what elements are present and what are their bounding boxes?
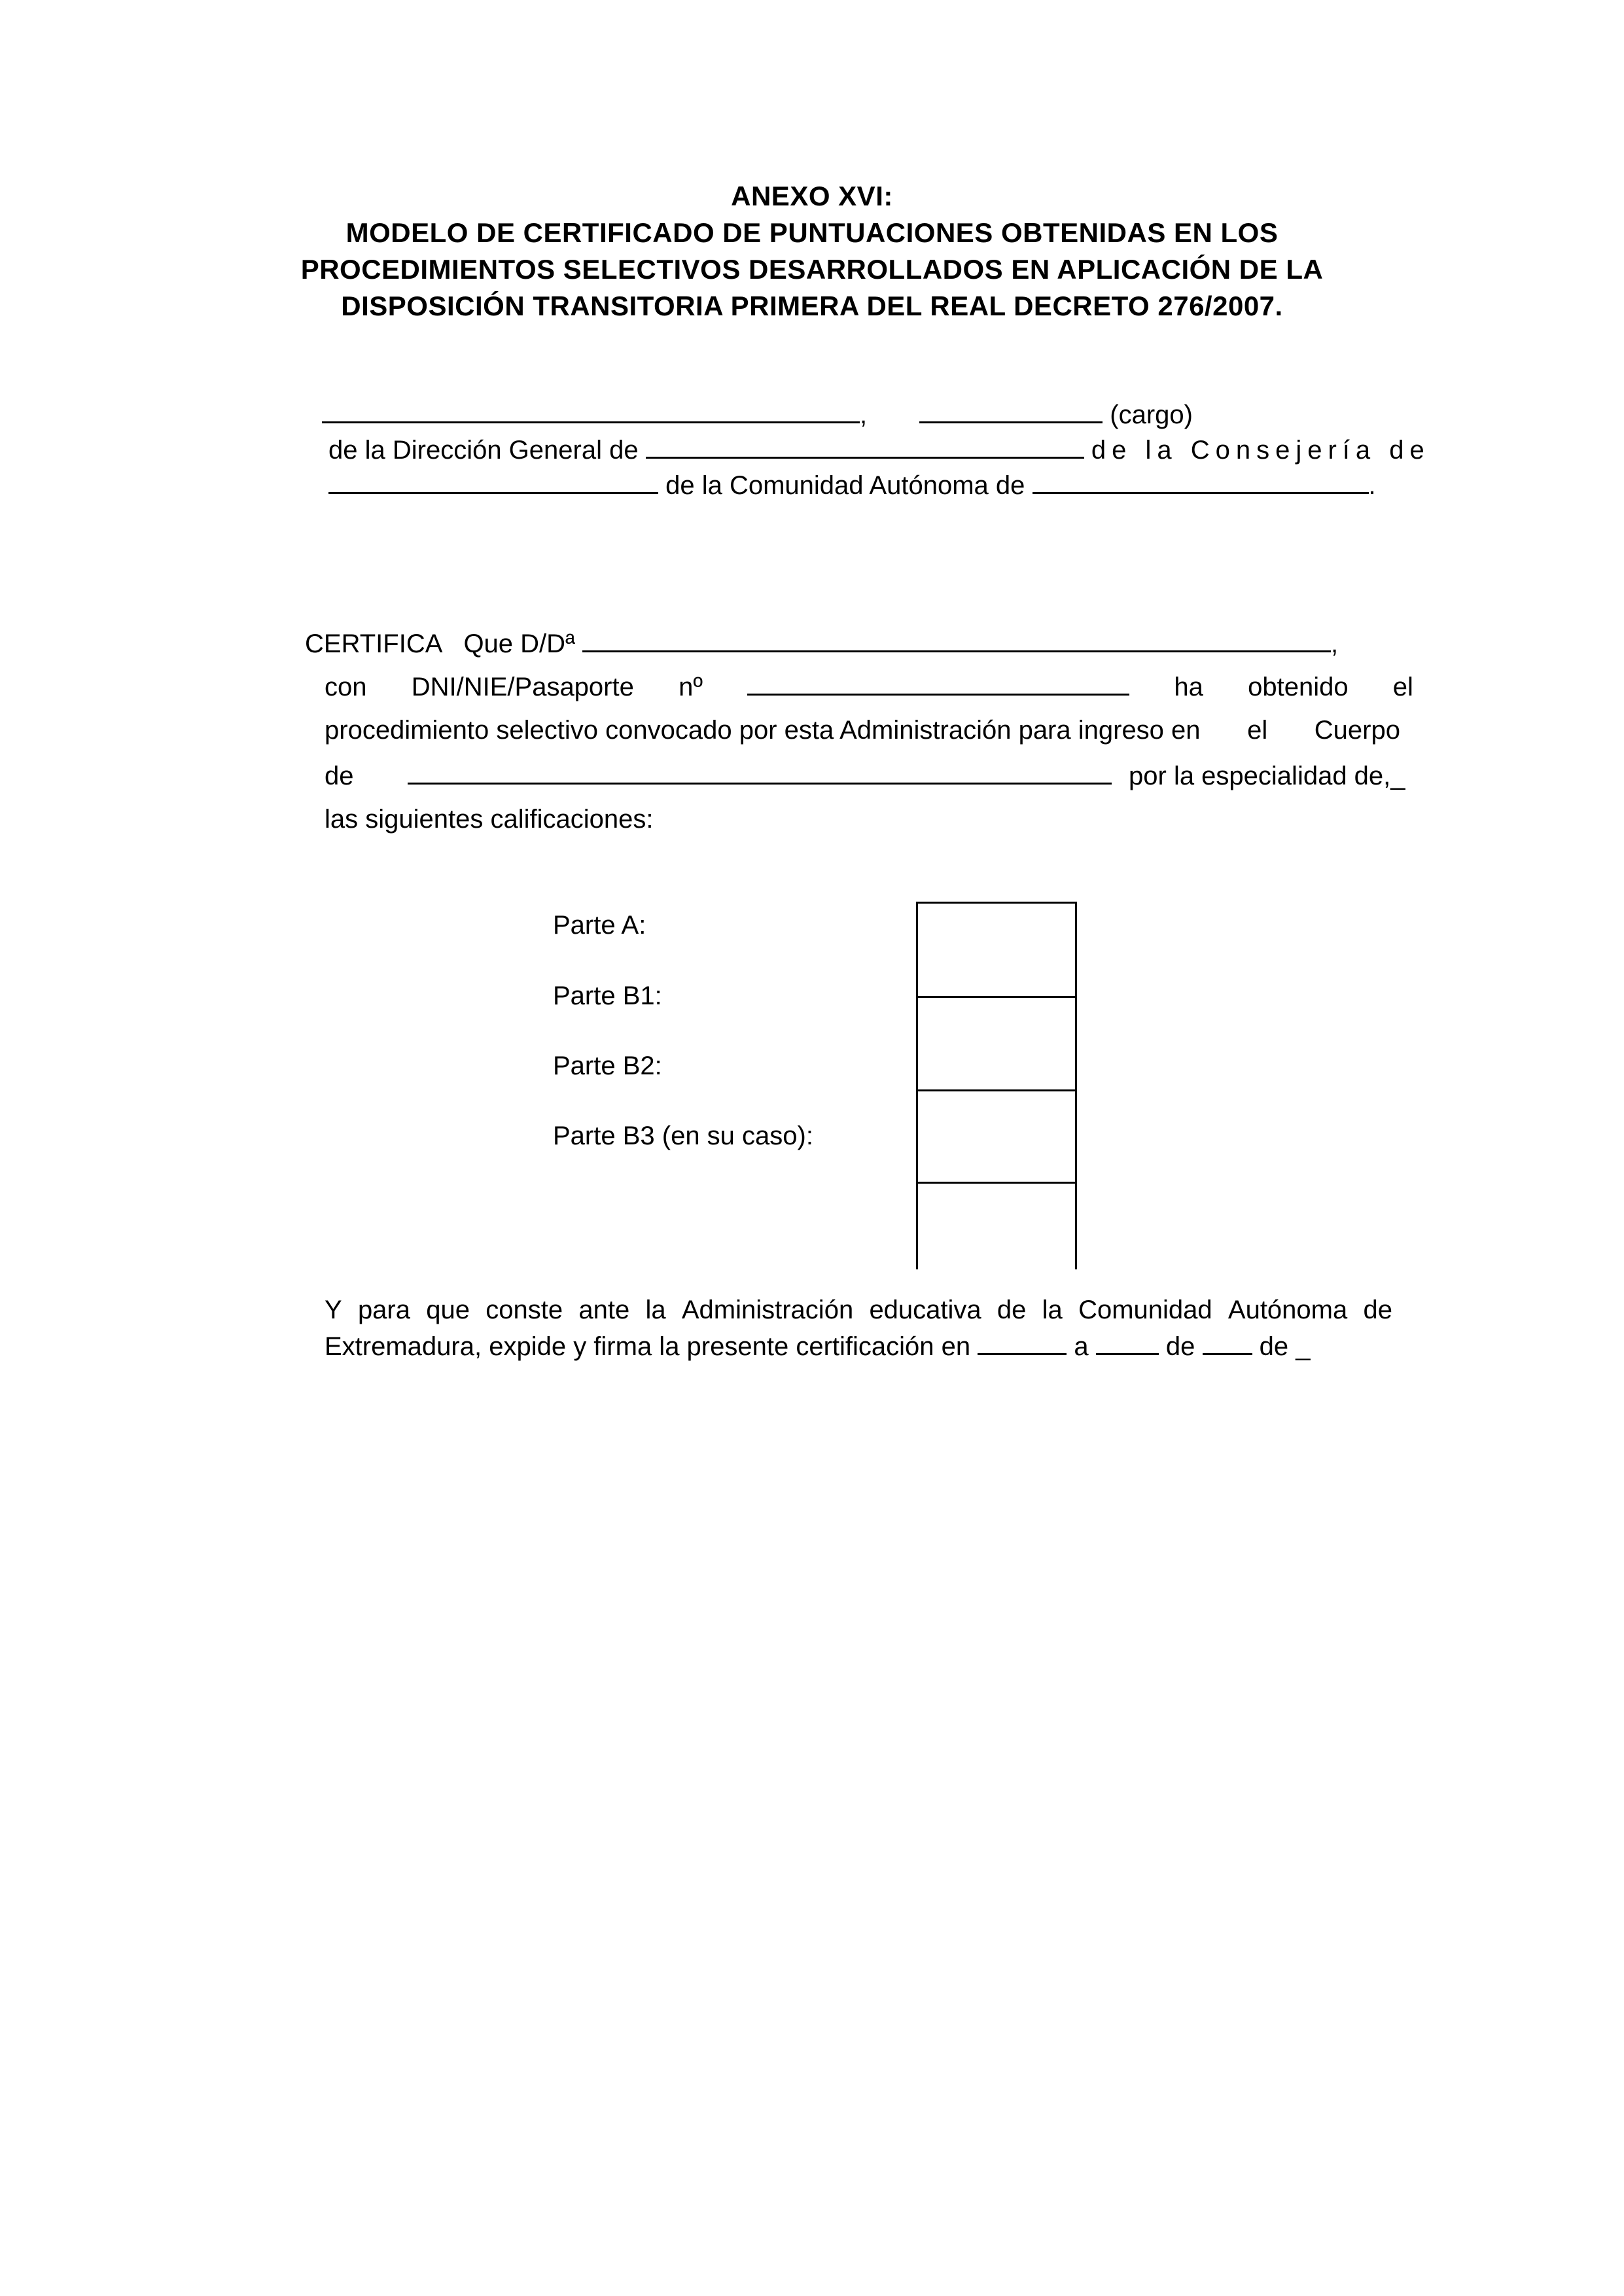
direccion-blank[interactable]	[646, 432, 1084, 459]
header-comma: ,	[860, 400, 868, 429]
especialidad-text: la especialidad de,	[1173, 762, 1391, 790]
header-row-2	[328, 432, 1430, 467]
closing-text: Extremadura, expide y firma la presente certificación en	[325, 1332, 971, 1361]
closing-row-2	[325, 1328, 1311, 1364]
consejeria-label: de la Consejería de	[1091, 436, 1430, 465]
que-label: Que D/Dª	[463, 629, 575, 658]
procedimiento-row	[325, 713, 1400, 747]
header-period: .	[1368, 471, 1376, 500]
score-cell-b3[interactable]	[918, 1184, 1075, 1269]
document-title	[249, 178, 1375, 325]
closing-de-year: de	[1259, 1332, 1289, 1361]
certifica-label: CERTIFICA	[305, 629, 442, 658]
header-row-1	[322, 397, 1193, 432]
closing-la: la	[645, 1296, 666, 1324]
de-word: de	[325, 762, 354, 790]
cuerpo-word: Cuerpo	[1314, 716, 1400, 745]
direccion-label: de la Dirección General de	[328, 436, 639, 465]
applicant-name-blank[interactable]	[582, 626, 1331, 652]
consejeria-blank[interactable]	[328, 467, 658, 494]
procedimiento-text: procedimiento selectivo convocado por esta Administración para ingreso en	[325, 716, 1201, 745]
title-line-1: ANEXO XVI:	[731, 181, 893, 211]
especialidad-trail: _	[1390, 762, 1405, 790]
closing-de-2: de	[1363, 1296, 1392, 1324]
cuerpo-blank[interactable]	[408, 758, 1112, 785]
score-cell-b2[interactable]	[918, 1091, 1075, 1184]
closing-que: que	[426, 1296, 470, 1324]
title-line-2: MODELO DE CERTIFICADO DE PUNTUACIONES OBTENIDAS EN LOS	[345, 217, 1279, 248]
header-row-3	[328, 467, 1376, 503]
por-word: por	[1129, 762, 1167, 790]
parte-b3-label: Parte B3 (en su caso):	[553, 1122, 813, 1150]
closing-comunidad: Comunidad	[1078, 1296, 1212, 1324]
parte-b1-label: Parte B1:	[553, 981, 662, 1010]
closing-conste: conste	[485, 1296, 563, 1324]
obtenido-word: obtenido	[1248, 673, 1349, 701]
comunidad-label: de la Comunidad Autónoma de	[665, 471, 1025, 500]
place-blank[interactable]	[978, 1328, 1067, 1355]
cargo-label: (cargo)	[1110, 400, 1193, 429]
con-word: con	[325, 673, 367, 701]
score-grid	[916, 902, 1077, 1269]
el-word-2: el	[1247, 716, 1268, 745]
parte-b2-label: Parte B2:	[553, 1051, 662, 1080]
dni-row	[325, 669, 1413, 704]
closing-la-2: la	[1042, 1296, 1063, 1324]
cargo-blank[interactable]	[919, 397, 1103, 423]
signer-name-blank[interactable]	[322, 397, 860, 423]
calificaciones-row	[325, 802, 653, 836]
score-cell-b1[interactable]	[918, 998, 1075, 1091]
day-blank[interactable]	[1096, 1328, 1159, 1355]
cuerpo-row	[325, 758, 1405, 793]
closing-para: para	[357, 1296, 410, 1324]
closing-administracion: Administración	[681, 1296, 854, 1324]
year-trail: _	[1296, 1332, 1311, 1361]
dni-word: DNI/NIE/Pasaporte	[411, 673, 634, 701]
comunidad-blank[interactable]	[1033, 467, 1369, 494]
closing-ante: ante	[578, 1296, 630, 1324]
dni-blank[interactable]	[747, 669, 1129, 696]
title-line-4: DISPOSICIÓN TRANSITORIA PRIMERA DEL REAL DECRETO 276/2007.	[341, 291, 1283, 321]
closing-de: de	[997, 1296, 1027, 1324]
certifica-comma: ,	[1330, 629, 1339, 658]
title-line-3: PROCEDIMIENTOS SELECTIVOS DESARROLLADOS EN APLICACIÓN DE LA	[300, 254, 1324, 285]
closing-a: a	[1074, 1332, 1089, 1361]
el-word: el	[1392, 673, 1413, 701]
certifica-row	[305, 626, 1338, 661]
num-word: nº	[679, 673, 703, 701]
score-cell-a[interactable]	[918, 904, 1075, 998]
calificaciones-text: las siguientes calificaciones:	[325, 805, 654, 834]
month-blank[interactable]	[1203, 1328, 1252, 1355]
closing-de-month: de	[1165, 1332, 1195, 1361]
closing-educativa: educativa	[869, 1296, 981, 1324]
closing-y: Y	[325, 1296, 342, 1324]
parte-a-label: Parte A:	[553, 911, 646, 940]
closing-autonoma: Autónoma	[1227, 1296, 1348, 1324]
closing-row-1	[325, 1293, 1392, 1327]
ha-word: ha	[1174, 673, 1203, 701]
